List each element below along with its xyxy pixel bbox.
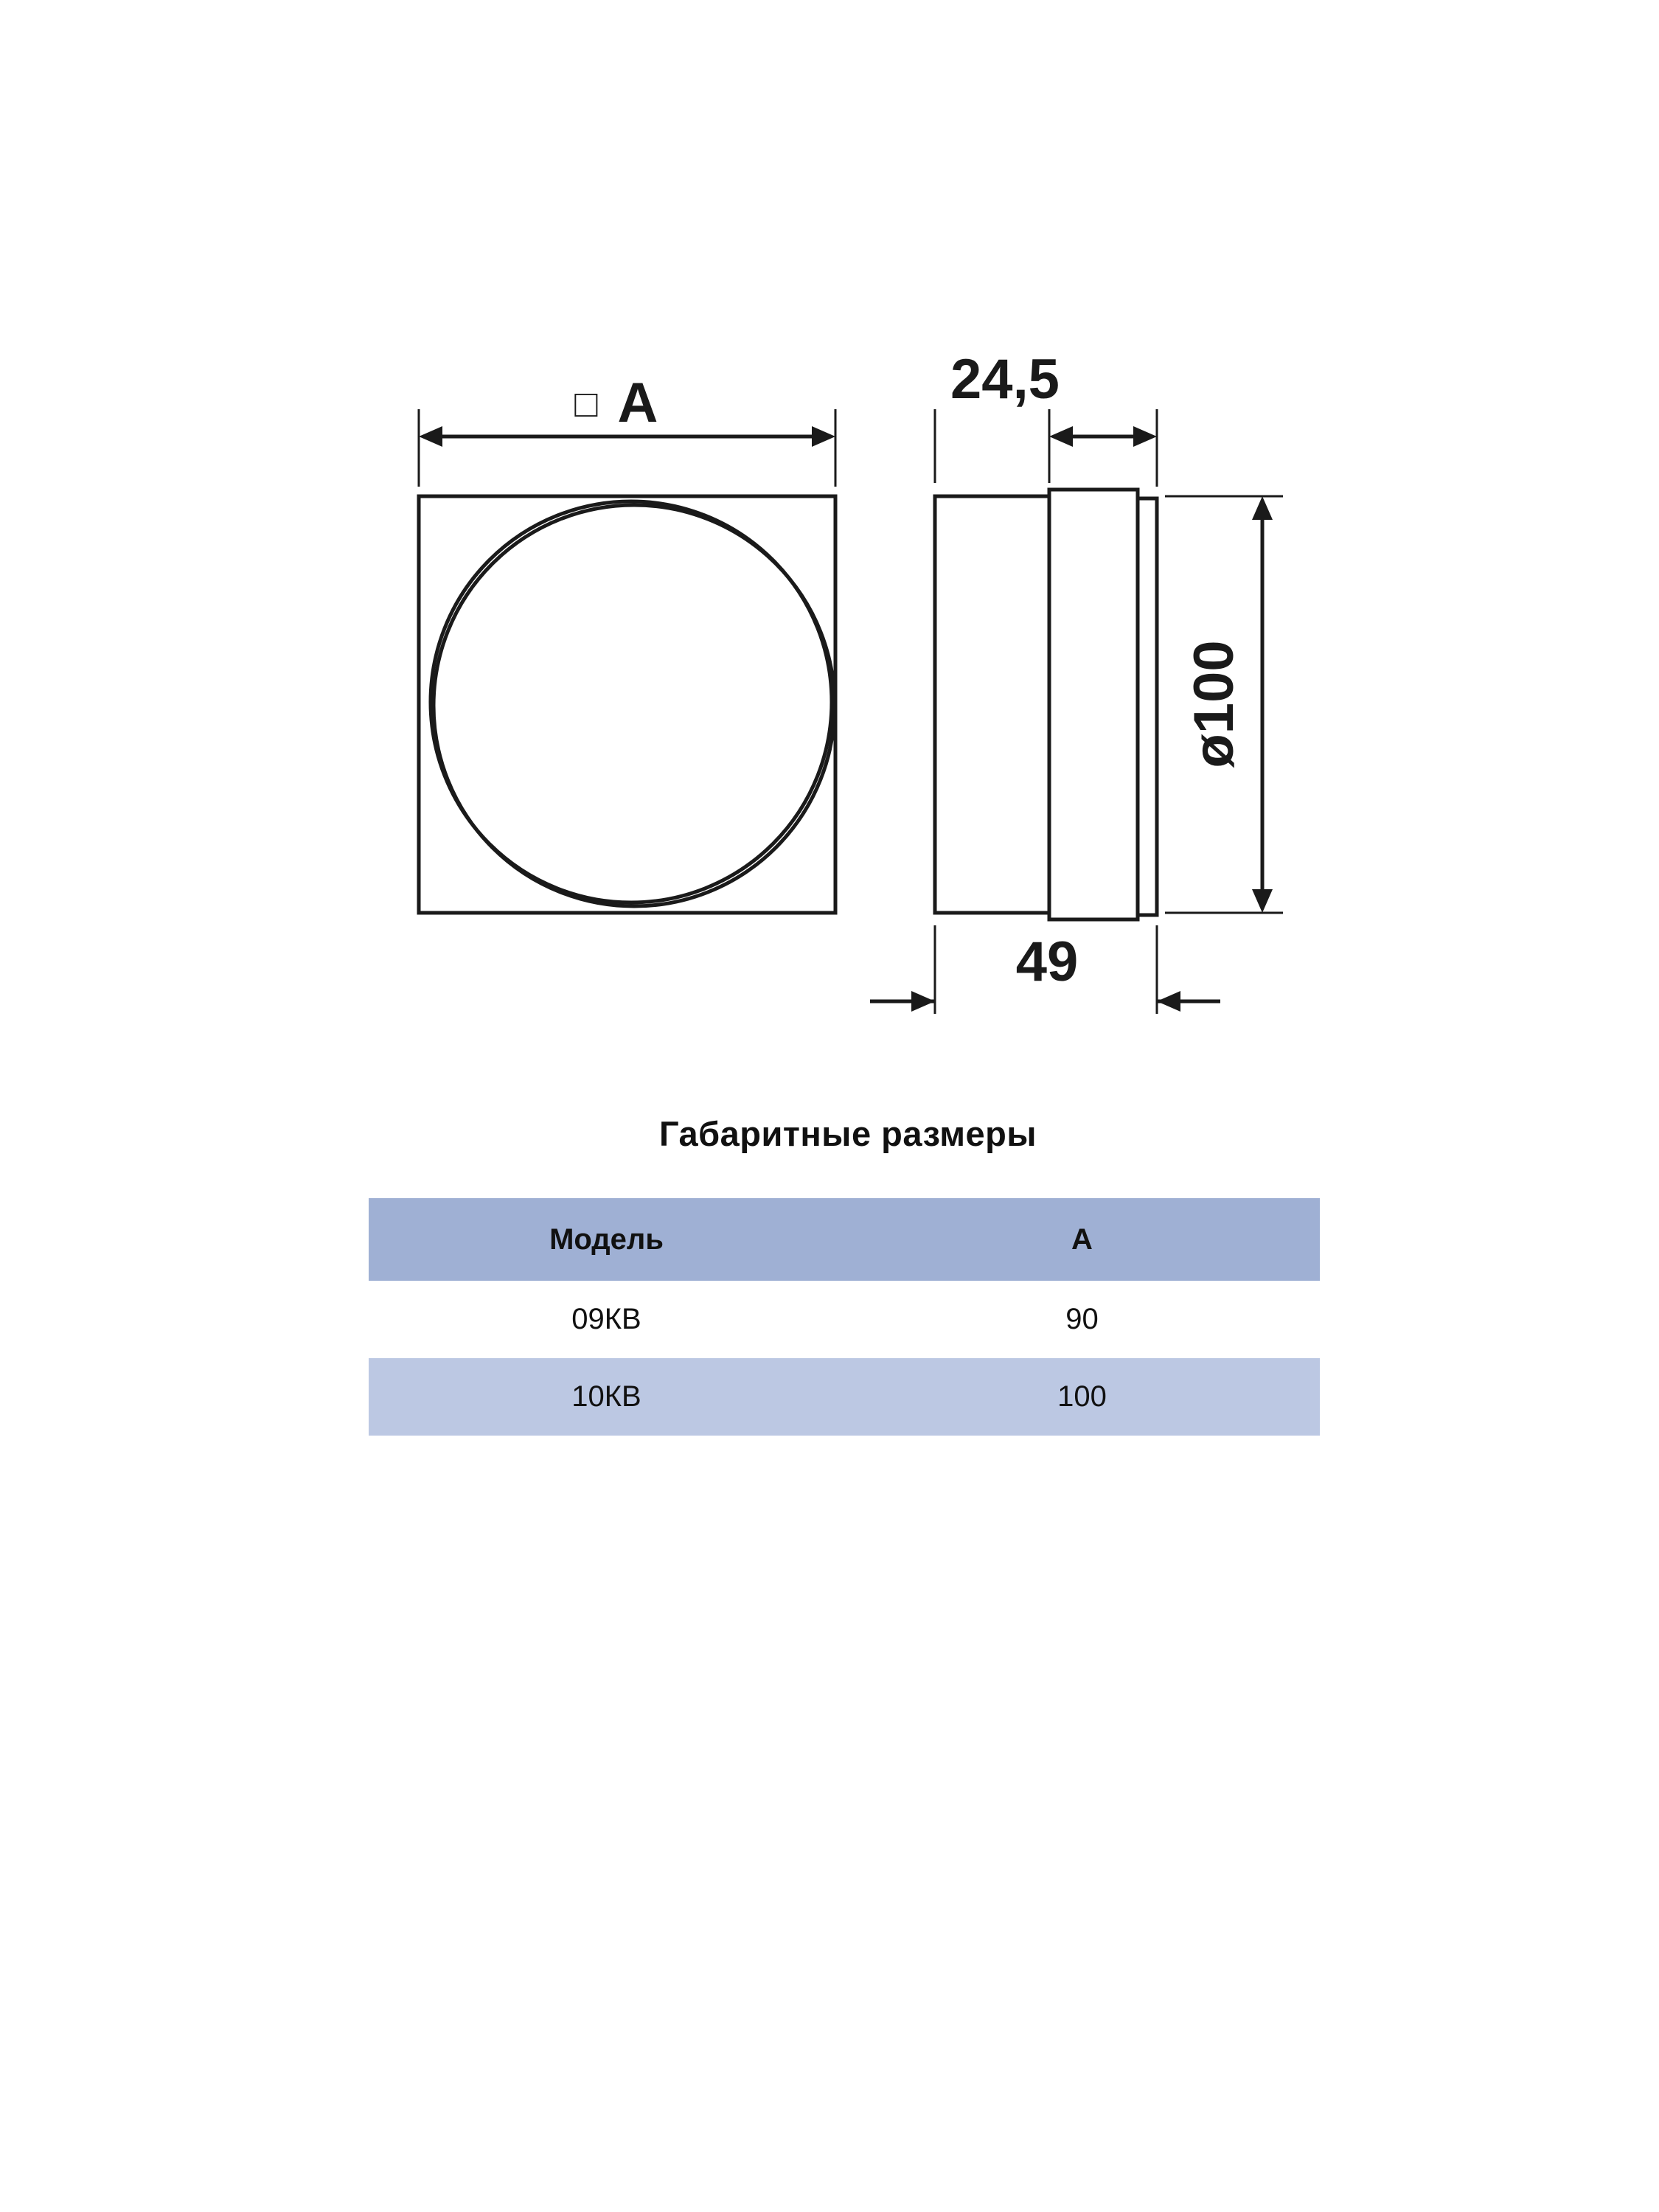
label-width-a: A	[617, 372, 658, 434]
cell-model: 10КВ	[369, 1358, 844, 1436]
side-flange-cap	[1138, 498, 1157, 915]
table-row	[369, 1358, 1320, 1436]
label-depth-total: 49	[1015, 931, 1079, 993]
label-depth-flange: 24,5	[950, 348, 1060, 411]
label-diameter: ø100	[1183, 640, 1245, 768]
dimensions-table	[369, 1198, 1320, 1436]
table-header-row	[369, 1198, 1320, 1281]
cell-a: 100	[844, 1358, 1320, 1436]
cell-model: 09КВ	[369, 1281, 844, 1358]
table-title: Габаритные размеры	[658, 1114, 1037, 1153]
cell-a: 90	[844, 1281, 1320, 1358]
side-barrel	[935, 496, 1049, 913]
column-header-model: Модель	[369, 1198, 844, 1281]
column-header-a: A	[844, 1198, 1320, 1281]
table-row	[369, 1281, 1320, 1358]
label-square-symbol: □	[574, 383, 598, 425]
side-flange	[1049, 490, 1138, 919]
